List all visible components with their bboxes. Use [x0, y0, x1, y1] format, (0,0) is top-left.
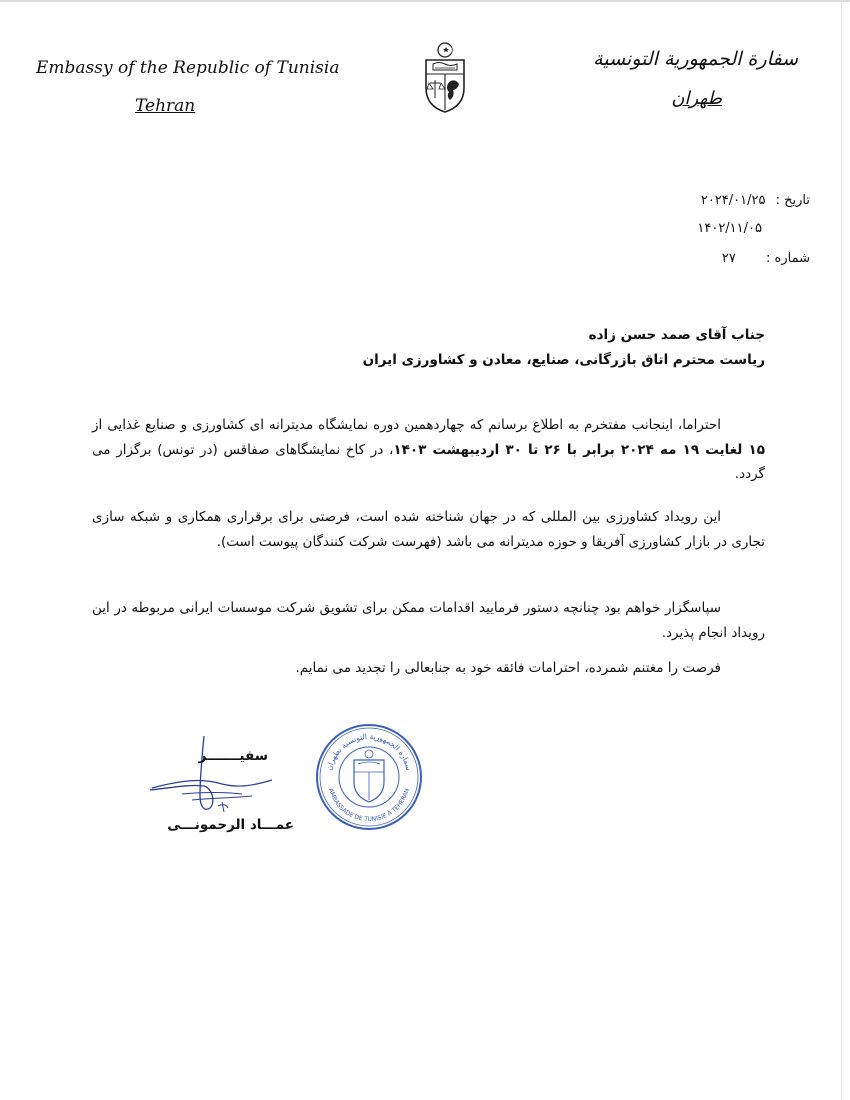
- p3-text: سپاسگزار خواهم بود چنانچه دستور فرمایید اقدامات ممکن برای تشویق شرکت موسسات ایرانی مربوطه در این رویداد انجام پذیرد.: [92, 600, 765, 641]
- date-label: تاریخ :: [775, 193, 810, 208]
- stamp-text-arabic: سفارة الجمهورية التونسية بطهران: [324, 731, 414, 772]
- number-value: ۲۷: [721, 251, 736, 266]
- addressee-title: ریاست محترم اتاق بازرگانی، صنایع، معادن و کشاورزی ایران: [362, 352, 765, 368]
- body-paragraph-2: [92, 505, 765, 554]
- p4-text: فرصت را مغتنم شمرده، احترامات فائقه خود به جنابعالی را تجدید می نمایم.: [295, 660, 721, 676]
- embassy-stamp: [314, 722, 424, 832]
- stamp-text-french: AMBASSADE DE TUNISIE À TEHERAN: [327, 787, 411, 824]
- page-right-edge: [841, 0, 842, 1100]
- letter-date: [701, 193, 810, 208]
- p2-text: این رویداد کشاورزی بین المللی که در جهان شناخته شده است، فرصتی برای برقراری همکاری و شبکه سازی تجاری در بازار کشاورزی آفریقا و حوزه مدیترانه می باشد (فهرست شرکت کنندگان پیوست است).: [92, 509, 765, 550]
- signatory-title: سفیـــــــر: [198, 748, 268, 764]
- body-paragraph-3: [92, 596, 765, 645]
- p1-end: ، در کاخ نمایشگاهای صفاقس (در تونس) برگزار می گردد.: [92, 441, 765, 482]
- letter-number: [722, 251, 810, 266]
- page-top-edge: [0, 0, 850, 2]
- letter-date-persian: [697, 221, 762, 236]
- addressee-name: جناب آقای صمد حسن زاده: [588, 327, 765, 343]
- date-gregorian: ۲۰۲۴/۰۱/۲۵: [700, 193, 766, 208]
- p1-start: احتراما، اینجانب مفتخرم به اطلاع برسانم که چهاردهمین دوره نمایشگاه مدیترانه ای کشاورزی و صنایع غذایی از: [92, 417, 721, 433]
- city-arabic: طهران: [671, 88, 722, 109]
- tunisia-coat-of-arms-icon: [421, 40, 469, 114]
- body-paragraph-4: [92, 656, 765, 681]
- svg-text:سفارة الجمهورية التونسية بطهرا: [325, 732, 414, 771]
- city-english: Tehran: [135, 96, 196, 116]
- body-paragraph-1: [92, 413, 765, 487]
- ambassador-signature: [142, 728, 292, 828]
- embassy-name-arabic: سفارة الجمهورية التونسية: [593, 48, 798, 70]
- event-dates: ۱۵ لغایت ۱۹ مه ۲۰۲۴ برابر با ۲۶ تا ۳۰ اردیبهشت ۱۴۰۳: [393, 441, 765, 458]
- embassy-name-english: Embassy of the Republic of Tunisia: [36, 58, 340, 78]
- signatory-name: عمـــاد الرحمونـــی: [167, 817, 294, 833]
- number-label: شماره :: [766, 251, 810, 266]
- date-persian: ۱۴۰۲/۱۱/۰۵: [697, 221, 762, 236]
